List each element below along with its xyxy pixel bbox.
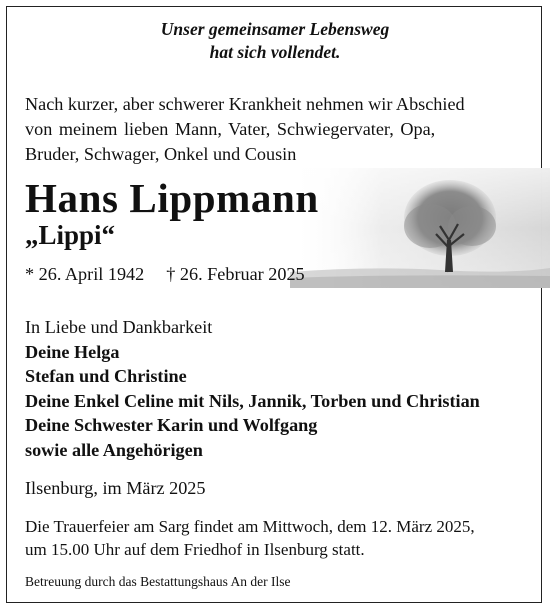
mourner-line: Deine Enkel Celine mit Nils, Jannik, Torben und Christian (25, 390, 480, 411)
intro-line-3: Bruder, Schwager, Onkel und Cousin (25, 144, 297, 164)
mourner-line: Stefan und Christine (25, 366, 187, 386)
notice-heading (0, 18, 550, 64)
intro-line-1: Nach kurzer, aber schwerer Krankheit nehmen wir Abschied (25, 94, 465, 114)
mourners-block (25, 315, 480, 462)
place-date: Ilsenburg, im März 2025 (25, 478, 206, 498)
mourner-line: sowie alle Angehörigen (25, 439, 203, 460)
tree-icon (290, 168, 550, 288)
ceremony-line-2: um 15.00 Uhr auf dem Friedhof in Ilsenburg statt. (25, 540, 365, 559)
mourners-intro: In Liebe und Dankbarkeit (25, 317, 213, 337)
deceased-nickname: „Lippi“ (25, 220, 116, 250)
birth-date: * 26. April 1942 (25, 264, 145, 284)
life-dates (25, 262, 305, 286)
death-date: † 26. Februar 2025 (166, 264, 305, 284)
ceremony-line-1: Die Trauerfeier am Sarg findet am Mittwoch, dem 12. März 2025, (25, 517, 475, 536)
intro-line-2: von meinem lieben Mann, Vater, Schwiegervater, Opa, (25, 119, 436, 139)
heading-line-2: hat sich vollendet. (209, 42, 341, 62)
mourner-line: Deine Helga (25, 341, 120, 362)
ceremony-info (25, 515, 530, 561)
intro-paragraph (25, 92, 530, 167)
deceased-name: Hans Lippmann (25, 175, 319, 221)
funeral-home-credit: Betreuung durch das Bestattungshaus An der Ilse (25, 574, 291, 589)
mourner-line: Deine Schwester Karin und Wolfgang (25, 415, 318, 435)
heading-line-1: Unser gemeinsamer Lebensweg (160, 19, 390, 39)
